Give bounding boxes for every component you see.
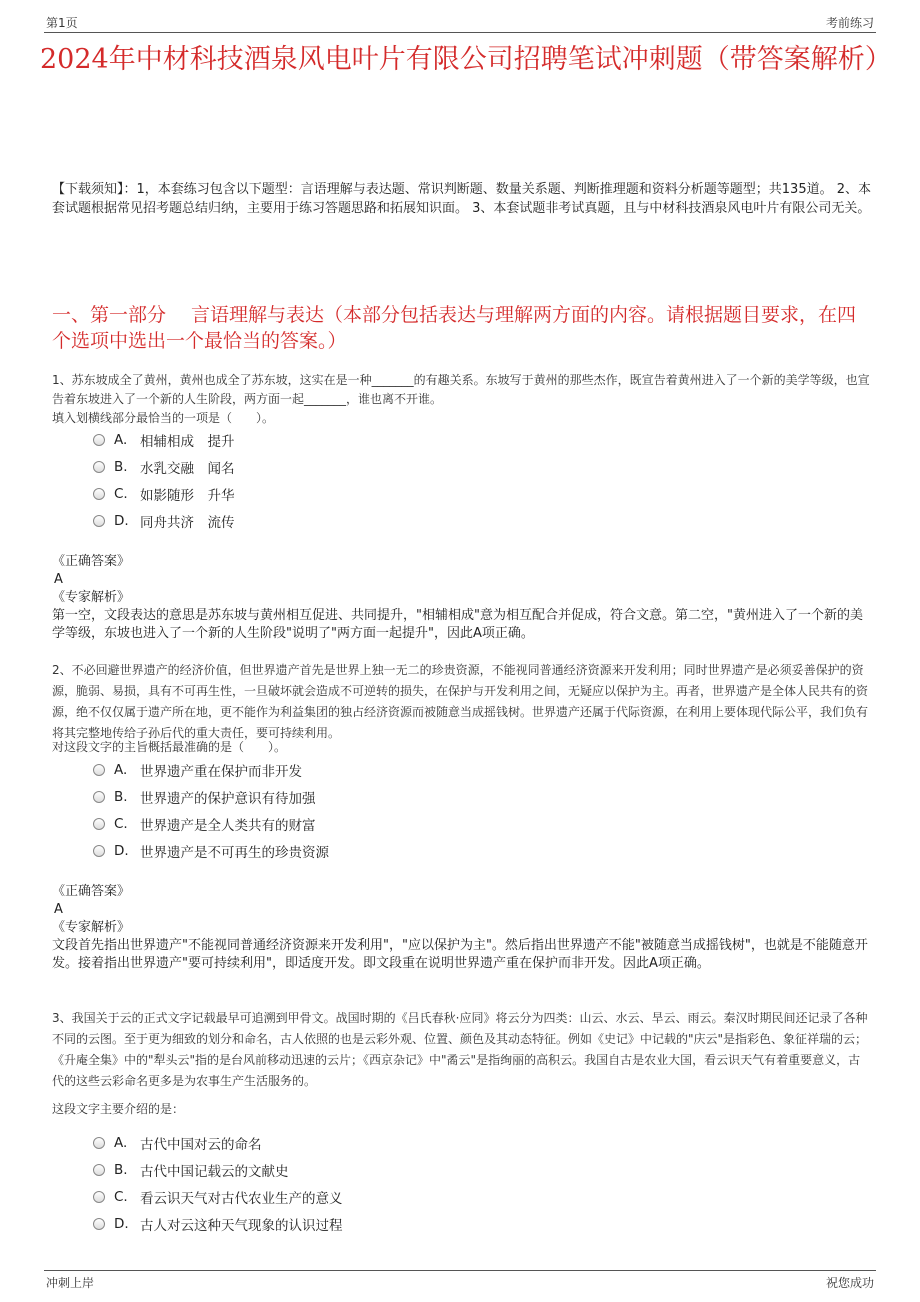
radio-icon[interactable] xyxy=(93,791,105,803)
q3-option-b[interactable]: B. 古代中国记载云的文献史 xyxy=(93,1160,289,1180)
analysis-label: 《专家解析》 xyxy=(52,920,131,935)
radio-icon[interactable] xyxy=(93,434,105,446)
radio-icon[interactable] xyxy=(93,1218,105,1230)
page-number: 第1页 xyxy=(46,16,78,30)
q3-option-a[interactable]: A. 古代中国对云的命名 xyxy=(93,1133,262,1153)
analysis-text: 第一空，文段表达的意思是苏东坡与黄州相互促进、共同提升，"相辅相成"意为相互配合并促成，符合文意。第二空，"黄州进入了一个新的美学等级，东坡也进入了一个新的人生阶段"说明了"两方面一起提升"，因此A项正确。 xyxy=(52,608,863,641)
radio-icon[interactable] xyxy=(93,488,105,500)
footer-left: 冲刺上岸 xyxy=(46,1276,95,1290)
q2-option-b[interactable]: B. 世界遗产的保护意识有待加强 xyxy=(93,787,316,807)
q2-option-a[interactable]: A. 世界遗产重在保护而非开发 xyxy=(93,760,302,780)
correct-answer: A xyxy=(54,572,63,587)
correct-answer-label: 《正确答案》 xyxy=(52,554,131,569)
correct-answer: A xyxy=(54,902,63,917)
radio-icon[interactable] xyxy=(93,1191,105,1203)
page-footer xyxy=(44,1270,876,1291)
q1-answer-block xyxy=(52,553,872,643)
q2-answer-block xyxy=(52,883,872,973)
q2-option-d[interactable]: D. 世界遗产是不可再生的珍贵资源 xyxy=(93,841,329,861)
q1-option-a[interactable]: A. 相辅相成 提升 xyxy=(93,430,235,450)
radio-icon[interactable] xyxy=(93,845,105,857)
radio-icon[interactable] xyxy=(93,1137,105,1149)
q1-option-d[interactable]: D. 同舟共济 流传 xyxy=(93,511,235,531)
download-notice: 【下载须知】：1，本套练习包含以下题型：言语理解与表达题、常识判断题、数量关系题、判断推理题和资料分析题等题型；共135道。 2、本套试题根据常见招考题总结归纳，主要用于练习答题思路和拓展知识面。 3、本套试题非考试真题，且与中材科技酒泉风电叶片有限公司无关。 xyxy=(52,182,871,216)
analysis-text: 文段首先指出世界遗产"不能视同普通经济资源来开发利用"，"应以保护为主"。然后指出世界遗产不能"被随意当成摇钱树"，也就是不能随意开发。接着指出世界遗产"要可持续利用"，即适度开发。即文段重在说明世界遗产重在保护而非开发。因此A项正确。 xyxy=(52,938,868,971)
radio-icon[interactable] xyxy=(93,764,105,776)
question-3-prompt: 这段文字主要介绍的是： xyxy=(52,1102,185,1116)
analysis-label: 《专家解析》 xyxy=(52,590,131,605)
q2-option-c[interactable]: C. 世界遗产是全人类共有的财富 xyxy=(93,814,316,834)
question-2-stem: 2、不必回避世界遗产的经济价值，但世界遗产首先是世界上独一无二的珍贵资源，不能视同普通经济资源来开发利用；同时世界遗产是必须妥善保护的资源，脆弱、易损，具有不可再生性，一旦破坏就会造成不可逆转的损失，在保护与开发利用之间，无疑应以保护为主。再者，世界遗产是全体人民共有的资源，绝不仅仅属于遗产所在地，更不能作为利益集团的独占经济资源而被随意当成摇钱树。世界遗产还属于代际资源，在利用上要体现代际公平，我们负有将其完整地传给子孙后代的重大责任，要可持续利用。 xyxy=(52,663,869,740)
correct-answer-label: 《正确答案》 xyxy=(52,884,131,899)
footer-right: 祝您成功 xyxy=(825,1276,874,1290)
radio-icon[interactable] xyxy=(93,1164,105,1176)
question-2-prompt: 对这段文字的主旨概括最准确的是（ ）。 xyxy=(52,740,287,754)
q3-option-d[interactable]: D. 古人对云这种天气现象的认识过程 xyxy=(93,1214,343,1234)
q3-option-c[interactable]: C. 看云识天气对古代农业生产的意义 xyxy=(93,1187,343,1207)
question-1-stem: 1、苏东坡成全了黄州，黄州也成全了苏东坡，这实在是一种_______的有趣关系。东坡写于黄州的那些杰作，既宣告着黄州进入了一个新的美学等级，也宣告着东坡进入了一个新的人生阶段，两方面一起_______，谁也离不开谁。 xyxy=(52,373,870,406)
document-title: 2024年中材科技酒泉风电叶片有限公司招聘笔试冲刺题（带答案解析） xyxy=(40,44,892,75)
question-3-stem: 3、我国关于云的正式文字记载最早可追溯到甲骨文。战国时期的《吕氏春秋·应同》将云分为四类：山云、水云、旱云、雨云。秦汉时期民间还记录了各种不同的云图。至于更为细致的划分和命名，古人依照的也是云彩外观、位置、颜色及其动态特征。例如《史记》中记载的"庆云"是指彩色、象征祥瑞的云；《升庵全集》中的"犁头云"指的是台风前移动迅速的云片；《西京杂记》中"矞云"是指绚丽的高积云。我国自古是农业大国，看云识天气有着重要意义，古代的这些云彩命名更多是为农事生产生活服务的。 xyxy=(52,1011,868,1088)
header-label: 考前练习 xyxy=(825,16,874,30)
q1-option-b[interactable]: B. 水乳交融 闻名 xyxy=(93,457,235,477)
q1-option-c[interactable]: C. 如影随形 升华 xyxy=(93,484,235,504)
section-heading: 一、第一部分 言语理解与表达（本部分包括表达与理解两方面的内容。请根据题目要求，在四个选项中选出一个最恰当的答案。） xyxy=(52,304,857,352)
page-header xyxy=(44,14,876,33)
radio-icon[interactable] xyxy=(93,515,105,527)
radio-icon[interactable] xyxy=(93,461,105,473)
question-1-prompt: 填入划横线部分最恰当的一项是（ ）。 xyxy=(52,411,275,425)
radio-icon[interactable] xyxy=(93,818,105,830)
